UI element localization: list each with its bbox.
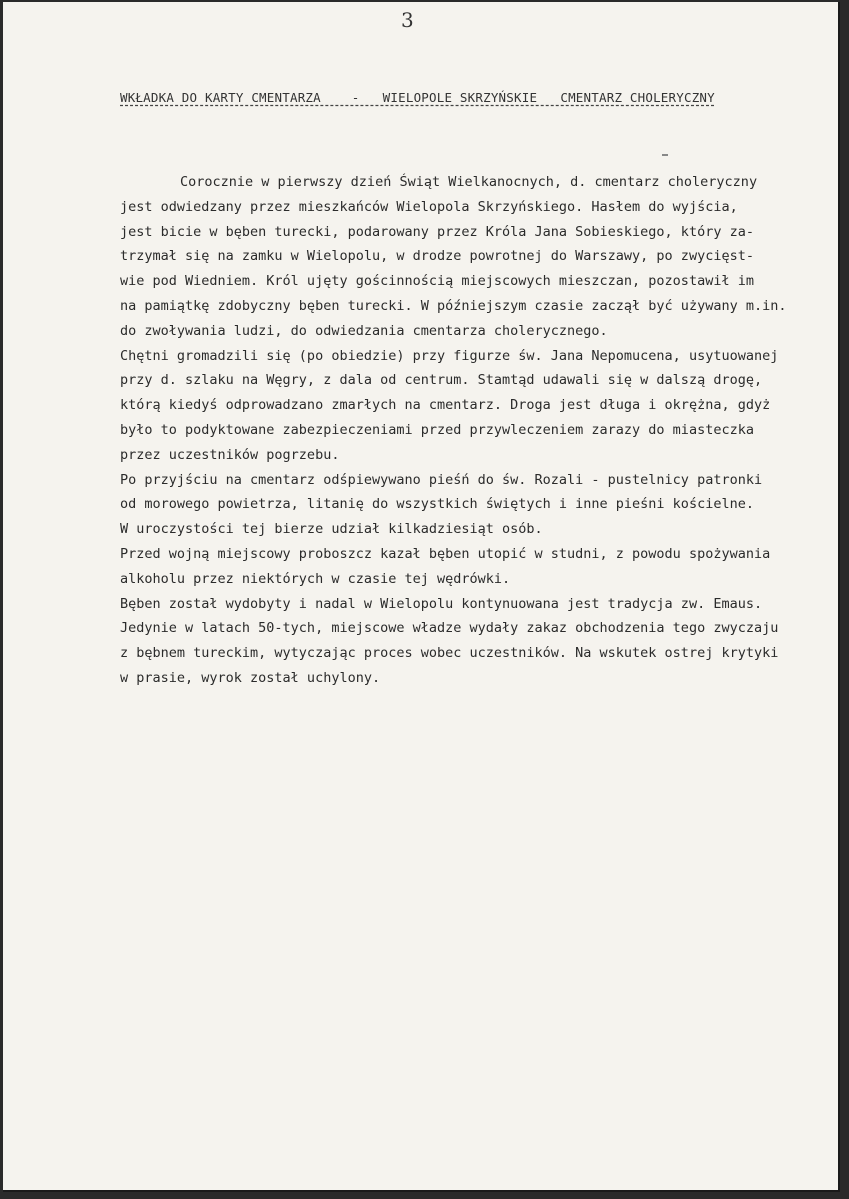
document-page: [3, 2, 840, 1192]
text-line: alkoholu przez niektórych w czasie tej wędrówki.: [120, 570, 511, 587]
document-header: WKŁADKA DO KARTY CMENTARZA - WIELOPOLE SKRZYŃSKIE CMENTARZ CHOLERYCZNY: [120, 90, 715, 105]
text-line: jest bicie w bęben turecki, podarowany przez Króla Jana Sobieskiego, który za-: [120, 223, 754, 240]
document-body: [120, 170, 800, 691]
text-line: trzymał się na zamku w Wielopolu, w drodze powrotnej do Warszawy, po zwycięst-: [120, 248, 754, 265]
text-line: przez uczestników pogrzebu.: [120, 446, 340, 463]
text-line: do zwoływania ludzi, do odwiedzania cmentarza cholerycznego.: [120, 322, 608, 339]
text-line: Bęben został wydobyty i nadal w Wielopolu kontynuowana jest tradycja zw. Emaus.: [120, 595, 763, 612]
text-line: Jedynie w latach 50-tych, miejscowe władze wydały zakaz obchodzenia tego zwyczaju: [120, 620, 779, 637]
text-line: od morowego powietrza, litanię do wszystkich świętych i inne pieśni kościelne.: [120, 496, 754, 513]
text-line: w prasie, wyrok został uchylony.: [120, 669, 381, 686]
text-line: Po przyjściu na cmentarz odśpiewywano pieśń do św. Rozali - pustelnicy patronki: [120, 471, 763, 488]
text-line: którą kiedyś odprowadzano zmarłych na cmentarz. Droga jest długa i okrężna, gdyż: [120, 397, 771, 414]
text-line: z bębnem tureckim, wytyczając proces wobec uczestników. Na wskutek ostrej krytyki: [120, 645, 779, 662]
text-line: jest odwiedzany przez mieszkańców Wielopola Skrzyńskiego. Hasłem do wyjścia,: [120, 198, 738, 215]
text-line: Przed wojną miejscowy proboszcz kazał bęben utopić w studni, z powodu spożywania: [120, 545, 771, 562]
text-line: Corocznie w pierwszy dzień Świąt Wielkanocnych, d. cmentarz choleryczny: [180, 174, 758, 190]
page-number: 3: [401, 8, 414, 32]
text-line: było to podyktowane zabezpieczeniami przed przywleczeniem zarazy do miasteczka: [120, 421, 754, 438]
text-line: Chętni gromadzili się (po obiedzie) przy figurze św. Jana Nepomucena, usytuowanej: [120, 347, 779, 364]
text-line: przy d. szlaku na Węgry, z dala od centrum. Stamtąd udawali się w dalszą drogę,: [120, 372, 763, 389]
text-line: wie pod Wiedniem. Król ujęty gościnnością miejscowych mieszczan, pozostawił im: [120, 273, 754, 290]
text-line: na pamiątkę zdobyczny bęben turecki. W późniejszym czasie zaczął być używany m.in.: [120, 297, 787, 314]
text-line: W uroczystości tej bierze udział kilkadziesiąt osób.: [120, 521, 543, 538]
ink-speck: [662, 154, 668, 156]
